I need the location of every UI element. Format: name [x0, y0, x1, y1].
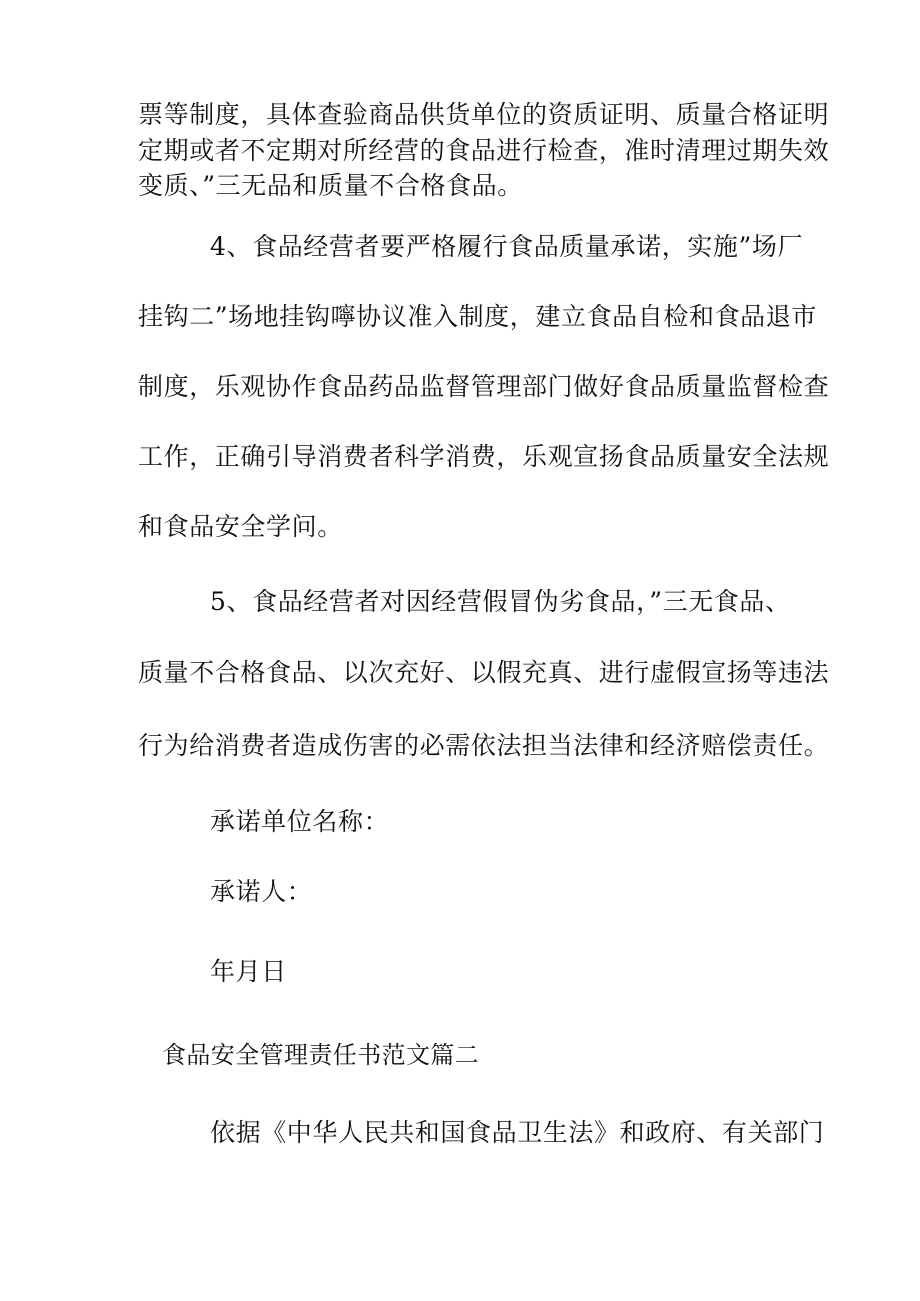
paragraph-line: 票等制度，具体查验商品供货单位的资质证明、质量合格证明 — [138, 100, 830, 129]
paragraph-line: 定期或者不定期对所经营的食品进行检查，准时清理过期失效 — [138, 136, 830, 165]
section-title: 食品安全管理责任书范文篇二 — [162, 1041, 480, 1069]
paragraph-line: 制度，乐观协作食品药品监督管理部门做好食品质量监督检查 — [138, 372, 830, 401]
paragraph-line: 工作，正确引导消费者科学消费，乐观宣扬食品质量安全法规 — [138, 442, 830, 471]
paragraph-line: 挂钩二”场地挂钩嚀协议准入制度，建立食品自检和食品退市 — [138, 302, 817, 331]
paragraph-line: 质量不合格食品、以次充好、以假充真、进行虚假宣扬等违法 — [138, 658, 830, 687]
signature-person-label: 承诺人： — [210, 877, 313, 906]
paragraph-line: 4、食品经营者要严格履行食品质量承诺，实施”场厂 — [210, 232, 804, 261]
signature-unit-label: 承诺单位名称： — [210, 807, 390, 836]
paragraph-line: 和食品安全学问。 — [138, 512, 343, 541]
paragraph-line: 5、食品经营者对因经营假冒伪劣食品，”三无食品、 — [210, 587, 791, 616]
signature-date-label: 年月日 — [210, 957, 287, 986]
paragraph-line: 行为给消费者造成伤害的必需依法担当法律和经济赔偿责任。 — [138, 731, 830, 760]
paragraph-line: 依据《中华人民共和国食品卫生法》和政府、有关部门 — [210, 1118, 825, 1147]
paragraph-line: 变质、”三无品和质量不合格食品。 — [138, 171, 523, 200]
